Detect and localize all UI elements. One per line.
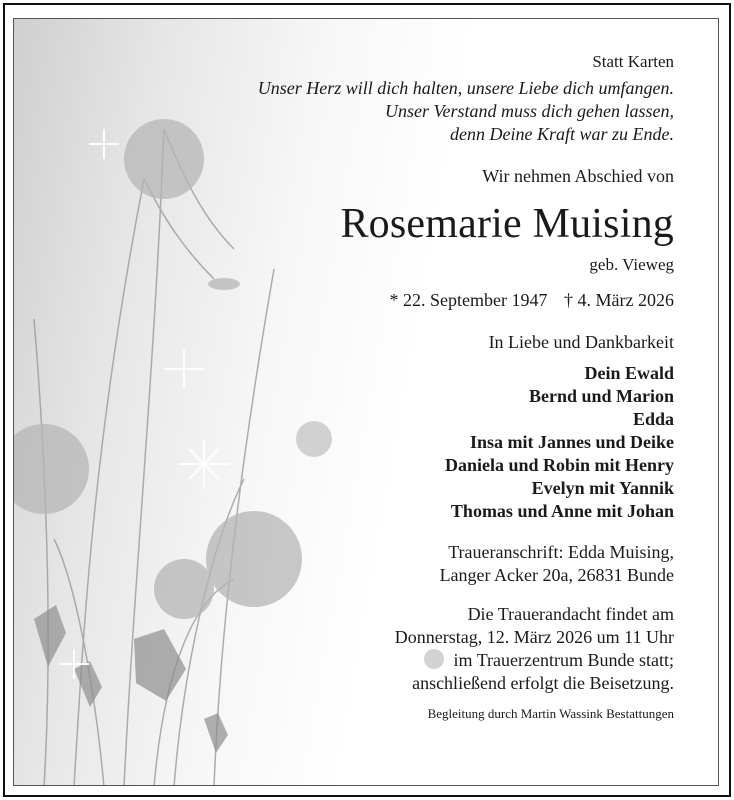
address-line: Langer Acker 20a, 26831 Bunde: [439, 565, 674, 585]
death-date: † 4. März 2026: [564, 290, 674, 310]
service-line: Die Trauerandacht findet am: [467, 604, 674, 624]
deceased-name: Rosemarie Muising: [340, 201, 674, 247]
undertaker-credit: Begleitung durch Martin Wassink Bestattungen: [427, 706, 674, 721]
poem-line: Unser Verstand muss dich gehen lassen,: [385, 101, 674, 121]
family-list: [154, 362, 674, 523]
notice-text: [154, 49, 674, 723]
mourning-address: [154, 541, 674, 587]
service-line: anschließend erfolgt die Beisetzung.: [412, 673, 674, 693]
address-line: Traueranschrift: Edda Muising,: [448, 542, 674, 562]
service-info: [154, 603, 674, 695]
family-member: Dein Ewald: [584, 363, 674, 383]
birth-date: * 22. September 1947: [389, 290, 548, 310]
service-line: im Trauerzentrum Bunde statt;: [453, 650, 674, 670]
intro-line: Wir nehmen Abschied von: [482, 166, 674, 186]
family-member: Evelyn mit Yannik: [531, 478, 674, 498]
birth-name: geb. Vieweg: [589, 255, 674, 274]
life-dates: [154, 288, 674, 312]
service-line: Donnerstag, 12. März 2026 um 11 Uhr: [394, 627, 674, 647]
poem: [154, 77, 674, 146]
family-member: Daniela und Robin mit Henry: [444, 455, 674, 475]
family-member: Thomas und Anne mit Johan: [450, 501, 674, 521]
statt-karten-label: Statt Karten: [592, 52, 674, 71]
poem-line: denn Deine Kraft war zu Ende.: [450, 124, 674, 144]
inner-border: [13, 18, 719, 786]
family-member: Insa mit Jannes und Deike: [469, 432, 674, 452]
poem-line: Unser Herz will dich halten, unsere Liebe dich umfangen.: [257, 78, 674, 98]
family-member: Bernd und Marion: [528, 386, 674, 406]
family-member: Edda: [632, 409, 674, 429]
closing-phrase: In Liebe und Dankbarkeit: [488, 332, 674, 352]
